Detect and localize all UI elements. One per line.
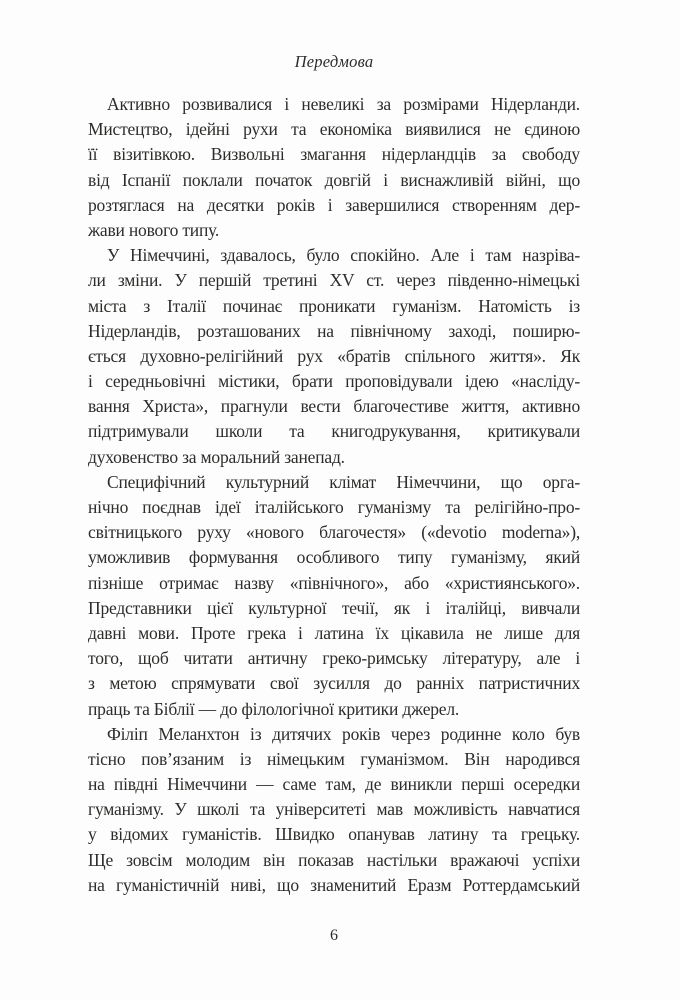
text-line: розтяглася на десятки років і завершилися створенням дер-: [88, 194, 580, 215]
text-line: давні мови. Проте грека і латина їх цікавила не лише для: [88, 622, 580, 643]
text-line: У Німеччині, здавалось, було спокійно. Але і там назріва-: [107, 245, 580, 266]
page-number: 6: [330, 927, 338, 944]
text-line: жави нового типу.: [88, 219, 220, 240]
text-line: з метою спрямувати свої зусилля до ранніх патристичних: [88, 673, 580, 694]
text-line: тісно пов’язаним із німецьким гуманізмом. Він народився: [88, 748, 580, 769]
text-line: праць та Біблії — до філологічної критики джерел.: [88, 698, 460, 719]
text-line: Активно розвивалися і невеликі за розмірами Нідерланди.: [107, 94, 580, 114]
text-line: її візитівкою. Визвольні змагання нідерландців за свободу: [88, 144, 580, 165]
text-line: і середньовічні містики, брати проповідували ідею «насліду-: [88, 371, 580, 392]
text-line: Мистецтво, ідейні рухи та економіка виявилися не єдиною: [88, 119, 580, 140]
text-line: міста з Італії починає проникати гуманізм. Натомість із: [88, 295, 580, 316]
text-line: Філіп Меланхтон із дитячих років через родинне коло був: [107, 723, 580, 744]
text-line: на півдні Німеччини — саме там, де виникли перші осередки: [88, 774, 580, 795]
text-line: у відомих гуманістів. Швидко опанував латину та грецьку.: [88, 824, 580, 845]
text-line: підтримували школи та книгодрукування, критикували: [88, 421, 580, 442]
text-line: Представники цієї культурної течії, як і італійці, вивчали: [88, 597, 580, 618]
text-line: пізніше отримає назву «північного», або «християнського».: [88, 572, 580, 593]
text-line: світницького руху «нового благочестя» («devotio moderna»),: [88, 522, 580, 543]
text-line: духовенство за моральний занепад.: [88, 446, 345, 467]
text-line: вання Христа», прагнули вести благочестиве життя, активно: [88, 396, 580, 417]
text-line: ється духовно-релігійний рух «братів спільного життя». Як: [88, 345, 580, 366]
text-line: Ще зовсім молодим він показав настільки вражаючі успіхи: [88, 849, 580, 870]
text-line: ли зміни. У першій третині XV ст. через південно-німецькі: [88, 270, 580, 291]
text-line: Специфічний культурний клімат Німеччини, що орга-: [107, 471, 580, 492]
text-line: нічно поєднав ідеї італійського гуманізму та релігійно-про-: [88, 497, 580, 517]
text-line: від Іспанії поклали початок довгій і виснажливій війні, що: [88, 169, 580, 190]
running-header: Передмова: [294, 52, 374, 71]
text-line: уможливив формування особливого типу гуманізму, який: [88, 547, 580, 568]
text-line: Нідерландів, розташованих на північному заході, поширю-: [88, 320, 580, 341]
text-line: того, щоб читати античну греко-римську літературу, але і: [88, 648, 580, 669]
text-line: гуманізму. У школі та університеті мав можливість навчатися: [88, 799, 580, 820]
page-body: [88, 92, 580, 898]
text-line: на гуманістичній ниві, що знаменитий Еразм Роттердамський: [88, 874, 580, 895]
